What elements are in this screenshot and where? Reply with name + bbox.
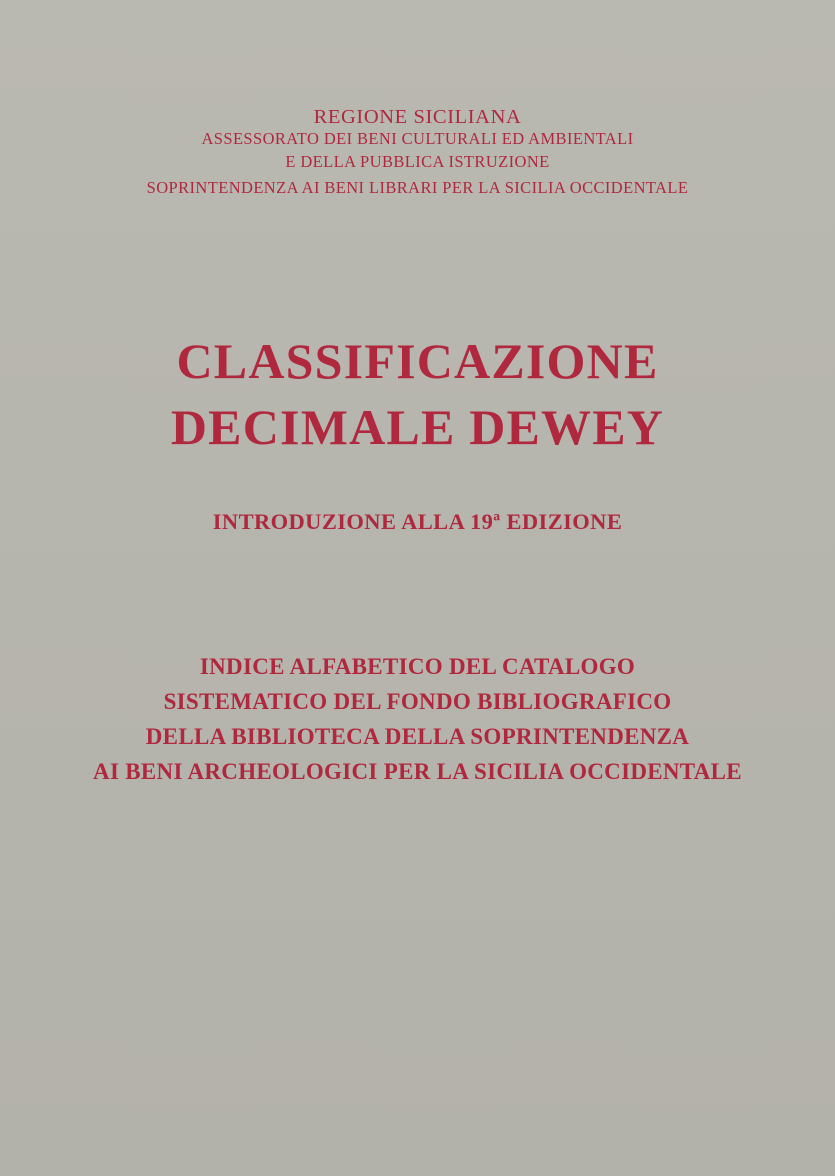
header-assessorato: ASSESSORATO DEI BENI CULTURALI ED AMBIENTALI (201, 129, 634, 148)
header-region: REGIONE SICILIANA (313, 106, 522, 128)
header-soprintendenza: SOPRINTENDENZA AI BENI LIBRARI PER LA SICILIA OCCIDENTALE (146, 178, 689, 197)
index-line-2: SISTEMATICO DEL FONDO BIBLIOGRAFICO (163, 689, 672, 714)
header-istruzione: E DELLA PUBBLICA ISTRUZIONE (285, 152, 550, 171)
title-line-1: CLASSIFICAZIONE (176, 333, 659, 389)
index-line-3: DELLA BIBLIOTECA DELLA SOPRINTENDENZA (145, 724, 690, 749)
title-line-2: DECIMALE DEWEY (170, 399, 665, 455)
edition-subtitle: INTRODUZIONE ALLA 19ª EDIZIONE (212, 509, 623, 534)
index-line-1: INDICE ALFABETICO DEL CATALOGO (199, 654, 636, 679)
index-line-4: AI BENI ARCHEOLOGICI PER LA SICILIA OCCIDENTALE (93, 759, 742, 784)
